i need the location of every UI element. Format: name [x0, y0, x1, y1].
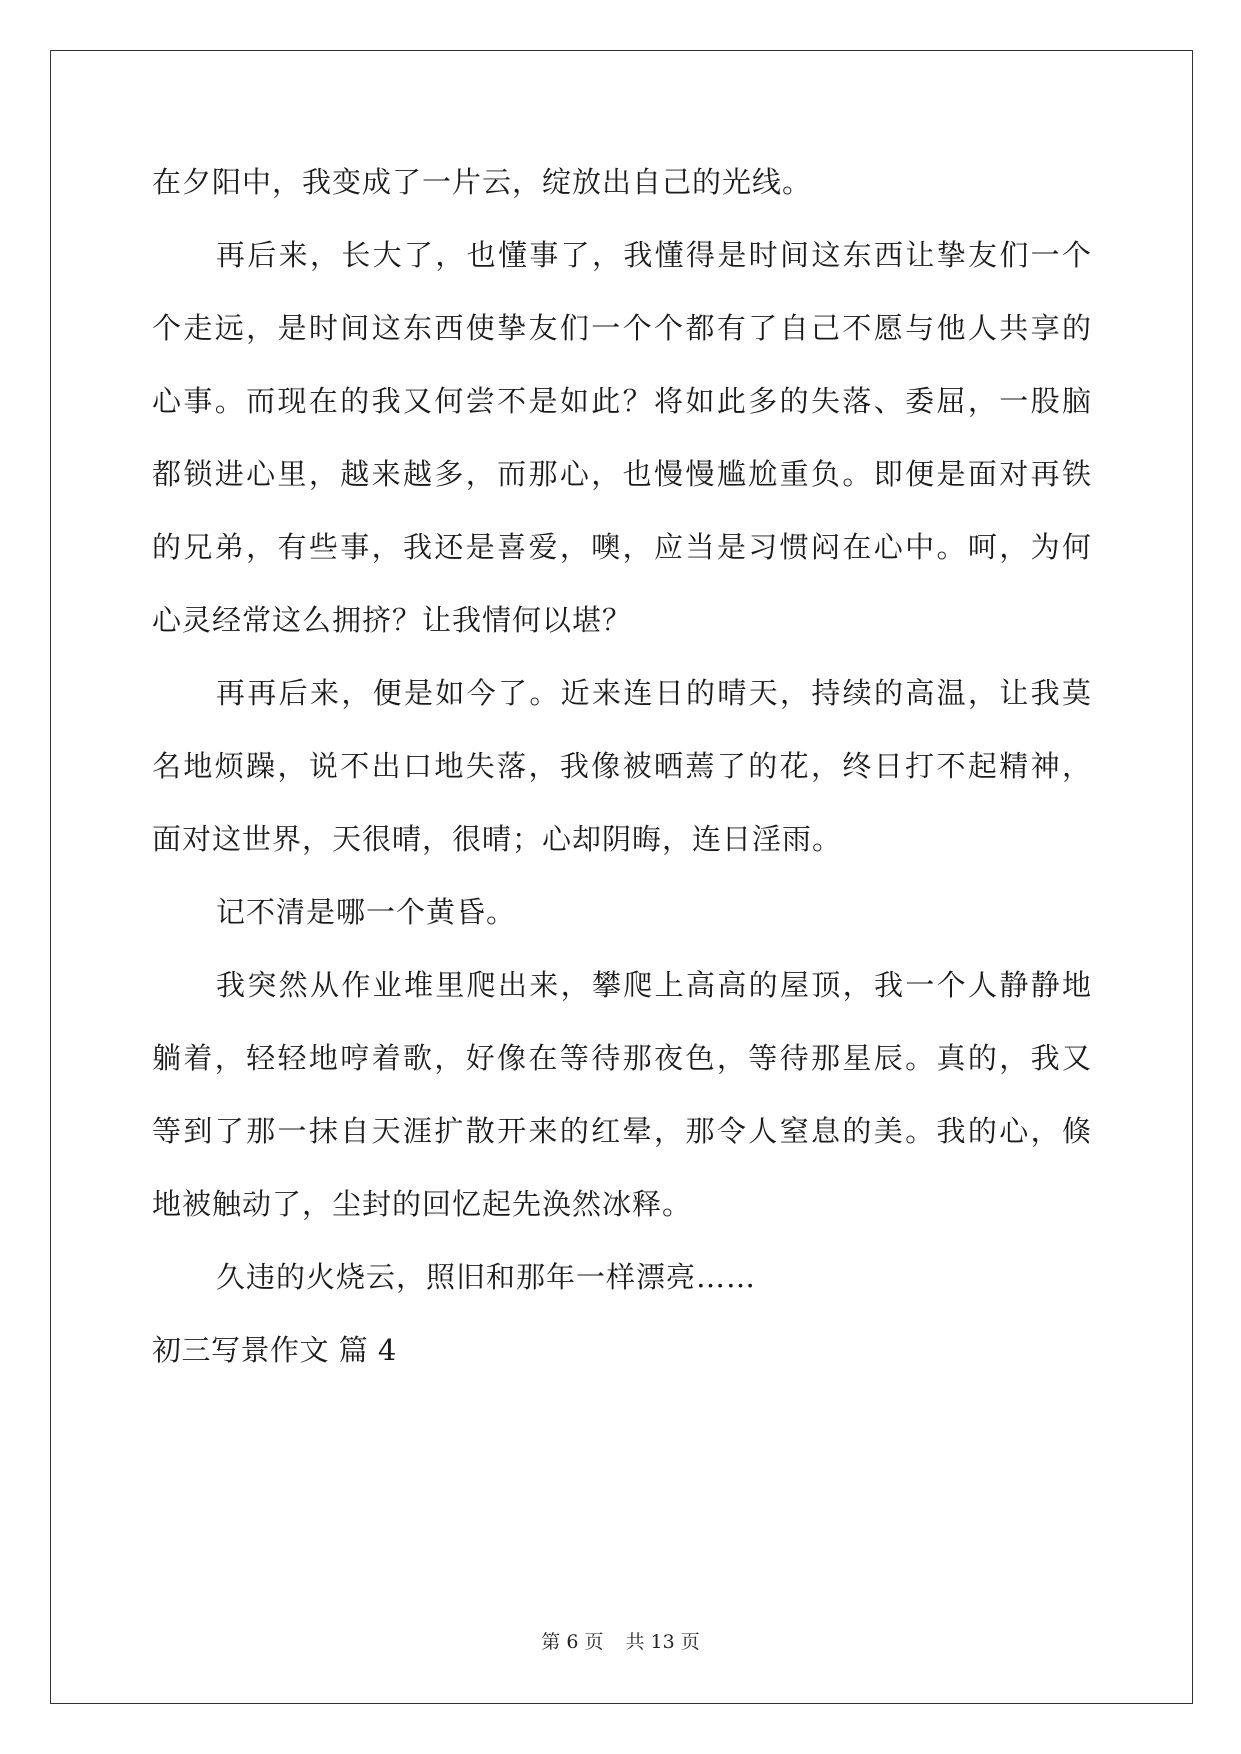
text-line: 名地烦躁，说不出口地失落，我像被晒蔫了的花，终日打不起精神，	[152, 749, 1092, 783]
text-line: 的兄弟，有些事，我还是喜爱，噢，应当是习惯闷在心中。呵，为何	[152, 530, 1092, 564]
text-line: 个走远，是时间这东西使挚友们一个个都有了自己不愿与他人共享的	[152, 311, 1092, 345]
text-line: 心灵经常这么拥挤？让我情何以堪？	[152, 603, 633, 637]
text-line: 都锁进心里，越来越多，而那心，也慢慢尴尬重负。即便是面对再铁	[152, 457, 1092, 491]
section-heading: 初三写景作文 篇 4	[152, 1333, 397, 1367]
page-footer	[0, 1630, 1241, 1654]
text-line: 面对这世界，天很晴，很晴；心却阴晦，连日淫雨。	[152, 822, 843, 856]
paragraph-first-line: 我突然从作业堆里爬出来，攀爬上高高的屋顶，我一个人静静地	[216, 968, 1092, 1002]
paragraph-first-line: 记不清是哪一个黄昏。	[216, 895, 517, 929]
paragraph-first-line: 久违的火烧云，照旧和那年一样漂亮……	[216, 1260, 757, 1294]
text-line: 躺着，轻轻地哼着歌，好像在等待那夜色，等待那星辰。真的，我又	[152, 1041, 1092, 1075]
page-frame	[50, 50, 1193, 1704]
text-line: 心事。而现在的我又何尝不是如此？将如此多的失落、委屈，一股脑	[152, 384, 1092, 418]
paragraph-first-line: 再再后来，便是如今了。近来连日的晴天，持续的高温，让我莫	[216, 676, 1092, 710]
text-line: 等到了那一抹自天涯扩散开来的红晕，那令人窒息的美。我的心，倏	[152, 1114, 1092, 1148]
text-line: 地被触动了，尘封的回忆起先涣然冰释。	[152, 1187, 693, 1221]
page-total: 共 13 页	[625, 1631, 700, 1653]
paragraph-first-line: 再后来，长大了，也懂事了，我懂得是时间这东西让挚友们一个	[216, 238, 1092, 272]
text-line: 在夕阳中，我变成了一片云，绽放出自己的光线。	[152, 165, 813, 199]
page-number: 第 6 页	[541, 1631, 604, 1653]
